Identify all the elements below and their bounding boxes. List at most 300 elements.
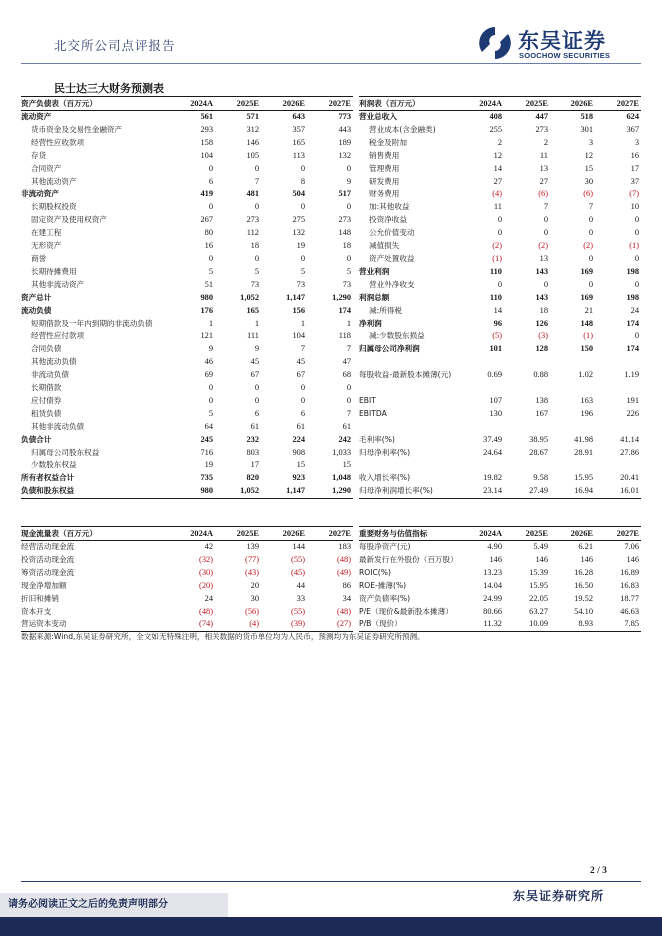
- table-row: [359, 163, 641, 176]
- value-cell: 198: [626, 292, 639, 302]
- value-cell: 273: [246, 215, 259, 225]
- value-cell: 301: [580, 124, 593, 134]
- table-row: [21, 408, 353, 421]
- value-cell: [595, 421, 641, 434]
- value-cell: 5: [346, 266, 351, 276]
- value-cell: 226: [626, 408, 639, 418]
- table-row: [359, 292, 641, 305]
- value-cell: 183: [338, 542, 351, 551]
- value-cell: 174: [626, 344, 639, 354]
- row-label: 长期股权投资: [31, 202, 77, 212]
- value-cell: 148: [580, 318, 593, 328]
- table-header-row: [21, 97, 353, 111]
- value-cell: 0.88: [533, 370, 548, 380]
- value-cell: 47: [342, 357, 351, 367]
- table-row: [21, 567, 353, 580]
- value-cell: 51: [204, 279, 213, 289]
- value-cell: 169: [580, 292, 593, 302]
- value-cell: 28.67: [529, 447, 548, 457]
- row-label: 资本开支: [21, 606, 52, 616]
- value-cell: 46.63: [620, 606, 639, 616]
- value-cell: 165: [246, 305, 259, 315]
- value-cell: [550, 421, 595, 434]
- value-cell: 0: [497, 215, 502, 225]
- value-cell: 80: [204, 228, 213, 238]
- value-cell: 174: [626, 318, 639, 328]
- table-row: [359, 369, 641, 382]
- table-row: [359, 188, 641, 201]
- value-cell: 1,033: [332, 447, 351, 457]
- value-cell: 0: [346, 253, 351, 263]
- value-cell: 67: [296, 370, 305, 380]
- value-cell: 504: [292, 189, 305, 199]
- row-label: 管理费用: [369, 163, 400, 173]
- value-cell: 24.99: [483, 593, 502, 603]
- value-cell: (6): [538, 189, 548, 199]
- value-cell: 27.86: [620, 447, 639, 457]
- value-cell: 735: [200, 473, 213, 483]
- value-cell: (3): [538, 331, 548, 341]
- soochow-logo-icon: [478, 26, 512, 60]
- value-cell: 16.83: [620, 580, 639, 590]
- value-cell: 146: [246, 137, 259, 147]
- value-cell: 15: [296, 460, 305, 470]
- row-label: 营业外净收支: [369, 279, 415, 289]
- value-cell: 0: [300, 202, 305, 212]
- value-cell: 0: [208, 163, 213, 173]
- table-row: [359, 343, 641, 356]
- table-row: [359, 111, 641, 124]
- value-cell: 61: [296, 421, 305, 431]
- table-header-row: [359, 97, 641, 111]
- value-cell: 6: [254, 408, 259, 418]
- value-cell: 64: [204, 421, 213, 431]
- value-cell: [504, 382, 550, 395]
- value-cell: 980: [169, 485, 215, 498]
- table-row: [359, 318, 641, 331]
- year-header: 2026E: [261, 527, 307, 541]
- value-cell: 293: [200, 124, 213, 134]
- value-cell: 21: [584, 305, 593, 315]
- table-row: [359, 618, 641, 631]
- value-cell: 11: [539, 150, 548, 160]
- value-cell: 169: [580, 266, 593, 276]
- value-cell: 803: [246, 447, 259, 457]
- row-label: 现金净增加额: [21, 580, 67, 590]
- row-label: 应付债券: [31, 395, 62, 405]
- row-label: 研发费用: [369, 176, 400, 186]
- row-label: 非流动负债: [31, 370, 69, 380]
- value-cell: 146: [489, 554, 502, 564]
- value-cell: 0: [208, 202, 213, 212]
- row-label: 减:所得税: [369, 305, 402, 315]
- value-cell: 0: [254, 395, 259, 405]
- table-row: [21, 188, 353, 201]
- row-label: 货币资金及交易性金融资产: [31, 124, 123, 134]
- value-cell: 132: [338, 150, 351, 160]
- value-cell: 30: [584, 176, 593, 186]
- row-label: 营业成本(含金融类): [369, 124, 436, 134]
- table-row: [359, 593, 641, 606]
- value-cell: (43): [245, 567, 259, 577]
- row-label: 财务费用: [369, 189, 400, 199]
- value-cell: 0: [588, 253, 593, 263]
- table-row: [21, 124, 353, 137]
- row-label: P/E（现价&最新股本摊薄）: [359, 606, 453, 616]
- table-row: [21, 580, 353, 593]
- value-cell: 0: [254, 253, 259, 263]
- value-cell: 561: [200, 112, 213, 121]
- row-label: [359, 356, 459, 369]
- row-label: 商誉: [31, 253, 47, 263]
- value-cell: 224: [292, 434, 305, 444]
- table-row: [21, 618, 353, 631]
- table-row: [359, 150, 641, 163]
- value-cell: 0: [497, 279, 502, 289]
- row-label: 筹资活动现金流: [21, 567, 75, 577]
- value-cell: 18: [342, 241, 351, 251]
- value-cell: 0: [634, 253, 639, 263]
- table-row: [21, 356, 353, 369]
- value-cell: 2: [497, 137, 502, 147]
- value-cell: [504, 356, 550, 369]
- value-cell: 1,290: [307, 485, 353, 498]
- page-number: 2 / 3: [590, 866, 607, 876]
- table-row: [21, 163, 353, 176]
- row-label: 短期借款及一年内到期的非流动负债: [31, 318, 153, 328]
- table-header-label: 利润表（百万元）: [359, 97, 459, 111]
- value-cell: 45: [250, 357, 259, 367]
- table-row: [359, 382, 641, 395]
- value-cell: 16.94: [550, 485, 595, 498]
- value-cell: 517: [338, 189, 351, 199]
- value-cell: (30): [199, 567, 213, 577]
- value-cell: 144: [292, 542, 305, 551]
- value-cell: (6): [583, 189, 593, 199]
- value-cell: 0: [208, 253, 213, 263]
- year-header: 2026E: [261, 97, 307, 111]
- value-cell: 165: [292, 137, 305, 147]
- value-cell: (27): [307, 618, 353, 631]
- value-cell: 273: [338, 215, 351, 225]
- value-cell: (7): [629, 189, 639, 199]
- table-row: [21, 253, 353, 266]
- value-cell: 7: [254, 176, 259, 186]
- value-cell: 13: [539, 253, 548, 263]
- value-cell: 820: [246, 473, 259, 483]
- table-row: [21, 472, 353, 485]
- row-label: 每股收益-最新股本摊薄(元): [359, 370, 452, 380]
- value-cell: 7: [588, 202, 593, 212]
- value-cell: 0: [346, 163, 351, 173]
- value-cell: 16.89: [620, 567, 639, 577]
- value-cell: 1,052: [240, 292, 259, 302]
- value-cell: 9.58: [533, 473, 548, 483]
- row-label: 无形资产: [31, 241, 62, 251]
- row-label: 非流动资产: [21, 189, 59, 199]
- value-cell: 571: [246, 112, 259, 121]
- value-cell: 110: [489, 266, 502, 276]
- table-row: [21, 593, 353, 606]
- value-cell: 28.91: [574, 447, 593, 457]
- value-cell: (32): [199, 554, 213, 564]
- source-note: 数据来源:Wind,东吴证券研究所，全文如无特殊注明，相关数据的货币单位均为人民币，预测均为东吴证券研究所预测。: [21, 632, 425, 641]
- row-label: 经营活动现金流: [21, 542, 75, 551]
- value-cell: 73: [342, 279, 351, 289]
- page-title: 民士达三大财务预测表: [54, 82, 164, 95]
- value-cell: 357: [292, 124, 305, 134]
- value-cell: 1: [346, 318, 351, 328]
- row-label: 资产总计: [21, 292, 52, 302]
- value-cell: 27: [493, 176, 502, 186]
- value-cell: 110: [489, 292, 502, 302]
- value-cell: 132: [292, 228, 305, 238]
- table-row: [359, 356, 641, 369]
- value-cell: 46: [204, 357, 213, 367]
- table-row: [359, 330, 641, 343]
- value-cell: 242: [338, 434, 351, 444]
- value-cell: 0: [588, 279, 593, 289]
- value-cell: [504, 421, 550, 434]
- value-cell: 14: [493, 305, 502, 315]
- value-cell: 107: [489, 395, 502, 405]
- value-cell: 0: [634, 331, 639, 341]
- value-cell: 128: [535, 344, 548, 354]
- report-category: 北交所公司点评报告: [54, 38, 176, 53]
- value-cell: 481: [246, 189, 259, 199]
- table-row: [21, 541, 353, 554]
- value-cell: 0: [346, 202, 351, 212]
- year-header: 2027E: [307, 527, 353, 541]
- value-cell: (74): [169, 618, 215, 631]
- table-row: [21, 292, 353, 305]
- value-cell: 42: [204, 542, 213, 551]
- value-cell: 0: [634, 215, 639, 225]
- year-header: 2027E: [595, 97, 641, 111]
- table-row: [359, 554, 641, 567]
- value-cell: 7: [346, 408, 351, 418]
- value-cell: 10: [630, 202, 639, 212]
- value-cell: 45: [296, 357, 305, 367]
- value-cell: 104: [292, 331, 305, 341]
- table-row: [21, 369, 353, 382]
- value-cell: (55): [291, 606, 305, 616]
- cash-flow-table: [21, 526, 353, 632]
- value-cell: 68: [342, 370, 351, 380]
- year-header: 2027E: [595, 527, 641, 541]
- value-cell: 0.69: [487, 370, 502, 380]
- value-cell: 8.93: [550, 618, 595, 631]
- value-cell: 1,147: [261, 485, 307, 498]
- table-row: [21, 150, 353, 163]
- value-cell: 37: [630, 176, 639, 186]
- value-cell: 255: [489, 124, 502, 134]
- year-header: 2025E: [215, 97, 261, 111]
- table-row: [359, 227, 641, 240]
- key-indicators-table: [359, 526, 641, 632]
- value-cell: [595, 459, 641, 472]
- table-row: [21, 305, 353, 318]
- row-label: 投资活动现金流: [21, 554, 75, 564]
- value-cell: 0: [543, 228, 548, 238]
- table-row: [359, 421, 641, 434]
- value-cell: 113: [292, 150, 305, 160]
- table-row: [21, 554, 353, 567]
- table-row: [21, 421, 353, 434]
- row-label: 经营性应收款项: [31, 137, 85, 147]
- row-label: 营业利润: [359, 266, 390, 276]
- table-row: [359, 606, 641, 619]
- value-cell: 37.49: [483, 434, 502, 444]
- year-header: 2024A: [169, 527, 215, 541]
- value-cell: (4): [215, 618, 261, 631]
- row-label: 流动资产: [21, 112, 52, 121]
- row-label: 合同资产: [31, 163, 62, 173]
- table-row: [359, 434, 641, 447]
- value-cell: 0: [634, 279, 639, 289]
- bottom-brand-bar: [0, 917, 662, 936]
- table-row: [359, 253, 641, 266]
- value-cell: 0: [254, 383, 259, 393]
- row-label: 资产负债率(%): [359, 593, 411, 603]
- table-row: [359, 580, 641, 593]
- table-row: [359, 305, 641, 318]
- value-cell: 643: [292, 112, 305, 121]
- value-cell: (1): [629, 241, 639, 251]
- table-row: [359, 447, 641, 460]
- value-cell: 275: [292, 215, 305, 225]
- value-cell: 9: [208, 344, 213, 354]
- value-cell: 105: [246, 150, 259, 160]
- value-cell: 16: [630, 150, 639, 160]
- row-label: 流动负债: [21, 305, 52, 315]
- row-label: 每股净资产(元): [359, 542, 411, 551]
- value-cell: 130: [489, 408, 502, 418]
- row-label: 负债和股东权益: [21, 485, 169, 498]
- value-cell: 1.02: [578, 370, 593, 380]
- row-label: [359, 459, 459, 472]
- value-cell: 0: [543, 215, 548, 225]
- year-header: 2027E: [307, 97, 353, 111]
- row-label: 利润总额: [359, 292, 390, 302]
- year-header: 2025E: [504, 97, 550, 111]
- table-header-label: 现金流量表（百万元）: [21, 527, 169, 541]
- year-header: 2024A: [459, 97, 504, 111]
- value-cell: 61: [250, 421, 259, 431]
- value-cell: 54.10: [574, 606, 593, 616]
- value-cell: 1,290: [332, 292, 351, 302]
- row-label: 税金及附加: [369, 137, 407, 147]
- value-cell: 7: [346, 344, 351, 354]
- value-cell: 1.19: [624, 370, 639, 380]
- value-cell: (48): [337, 606, 351, 616]
- value-cell: 5.49: [533, 542, 548, 551]
- year-header: 2024A: [169, 97, 215, 111]
- row-label: EBITDA: [359, 408, 387, 418]
- table-header-label: 资产负债表（百万元）: [21, 97, 169, 111]
- value-cell: 7.85: [595, 618, 641, 631]
- value-cell: 167: [535, 408, 548, 418]
- value-cell: 367: [626, 124, 639, 134]
- value-cell: 34: [342, 593, 351, 603]
- value-cell: 24: [204, 593, 213, 603]
- value-cell: 16.50: [574, 580, 593, 590]
- value-cell: 273: [535, 124, 548, 134]
- row-label: 少数股东权益: [31, 460, 77, 470]
- value-cell: 0: [300, 163, 305, 173]
- table-row: [21, 201, 353, 214]
- value-cell: 176: [200, 305, 213, 315]
- table-row: [21, 395, 353, 408]
- value-cell: 143: [535, 266, 548, 276]
- row-label: 营运资本变动: [21, 618, 169, 631]
- value-cell: 15: [342, 460, 351, 470]
- table-row: [21, 606, 353, 619]
- row-label: 减:少数股东损益: [369, 331, 425, 341]
- value-cell: 7: [300, 344, 305, 354]
- value-cell: 6.21: [578, 542, 593, 551]
- disclaimer-banner[interactable]: 请务必阅读正文之后的免责声明部分: [0, 893, 228, 917]
- row-label: 负债合计: [21, 434, 52, 444]
- value-cell: 1,052: [215, 485, 261, 498]
- value-cell: 18: [250, 241, 259, 251]
- value-cell: 10.09: [504, 618, 550, 631]
- value-cell: [504, 459, 550, 472]
- row-label: 投资净收益: [369, 215, 407, 225]
- table-row: [21, 318, 353, 331]
- value-cell: (5): [492, 331, 502, 341]
- value-cell: 143: [535, 292, 548, 302]
- value-cell: [595, 356, 641, 369]
- footer-divider: [21, 881, 641, 882]
- row-label: 归属母公司股东权益: [31, 447, 100, 457]
- value-cell: 0: [346, 395, 351, 405]
- table-row: [21, 176, 353, 189]
- value-cell: 38.95: [529, 434, 548, 444]
- row-label: 收入增长率(%): [359, 473, 411, 483]
- value-cell: 0: [634, 228, 639, 238]
- table-row: [21, 214, 353, 227]
- value-cell: 73: [250, 279, 259, 289]
- row-label: 长期借款: [31, 383, 62, 393]
- value-cell: 67: [250, 370, 259, 380]
- value-cell: 80.66: [483, 606, 502, 616]
- row-label: 加:其他收益: [369, 202, 410, 212]
- value-cell: 196: [580, 408, 593, 418]
- value-cell: (1): [492, 253, 502, 263]
- table-row: [21, 485, 353, 498]
- value-cell: 267: [200, 215, 213, 225]
- value-cell: 96: [493, 318, 502, 328]
- value-cell: 158: [200, 137, 213, 147]
- value-cell: 518: [580, 112, 593, 121]
- row-label: [359, 421, 459, 434]
- value-cell: 24: [630, 305, 639, 315]
- value-cell: [459, 459, 504, 472]
- row-label: 长期待摊费用: [31, 266, 77, 276]
- table-row: [359, 176, 641, 189]
- value-cell: 7.06: [624, 542, 639, 551]
- value-cell: 146: [535, 554, 548, 564]
- value-cell: 112: [246, 228, 259, 238]
- table-row: [359, 240, 641, 253]
- value-cell: 8: [300, 176, 305, 186]
- value-cell: 20.41: [620, 473, 639, 483]
- logo-chinese-name: 东吴证券: [518, 29, 606, 53]
- table-row: [359, 266, 641, 279]
- table-row: [359, 279, 641, 292]
- value-cell: 0: [346, 383, 351, 393]
